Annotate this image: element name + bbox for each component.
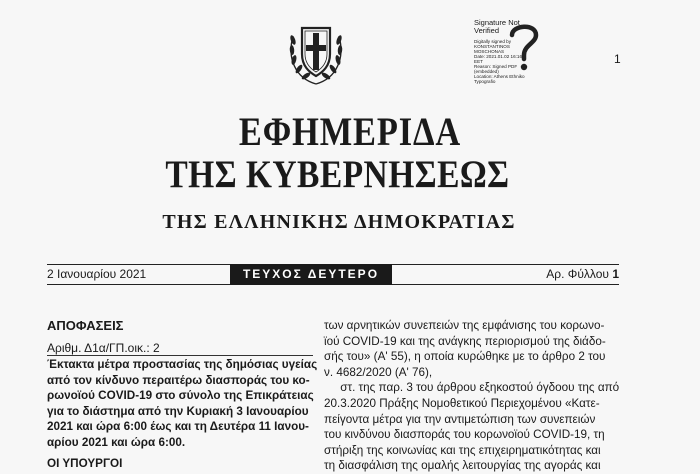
signature-detail: KONSTANTINOS (474, 44, 510, 49)
body-text-line: τη διασφάλιση της ομαλής λειτουργίας της αγοράς και (324, 459, 601, 473)
gazette-subtitle: ΤΗΣ ΕΛΛΗΝΙΚΗΣ ΔΗΜΟΚΡΑΤΙΑΣ (162, 211, 516, 233)
signature-detail: MOSCHONAS (474, 49, 505, 54)
reference-underline (47, 355, 313, 356)
signature-detail: Typografio (474, 79, 496, 84)
body-text-line: των αρνητικών συνεπειών της εμφάνισης του κορωνο- (324, 319, 605, 332)
signature-detail: (embedded) (474, 69, 499, 74)
decision-title-line: αρίου 2021 και ώρα 6:00. (47, 435, 186, 449)
body-text-line: σής του» (Α' 55), η οποία κυρώθηκε με το άρθρο 2 του (324, 350, 606, 364)
decision-reference: Αριθμ. Δ1α/ΓΠ.οικ.: 2 (47, 341, 160, 355)
body-text-line: 20.3.2020 Πράξης Νομοθετικού Περιεχομένου «Κατε- (324, 396, 600, 410)
body-text-line: ϊού COVID-19 και της ανάγκης περιορισμού της διάδο- (324, 334, 606, 348)
decision-title-line: από τον κίνδυνο περαιτέρω διασποράς του κο- (47, 373, 310, 387)
decision-title-line: 2021 και ώρα 6:00 έως και τη Δευτέρα 11 Ιανου- (47, 420, 309, 434)
sheet-number-label: Αρ. Φύλλου (546, 267, 609, 281)
body-text-line: ν. 4682/2020 (Α' 76), (324, 365, 433, 379)
digital-signature-block (474, 19, 564, 89)
body-text-line: του κινδύνου διασποράς του κορωνοϊού COVID-19, τη (324, 428, 605, 442)
ministers-heading-partial: ΟΙ ΥΠΟΥΡΓΟΙ (47, 457, 123, 470)
greek-coat-of-arms-emblem (285, 18, 347, 88)
body-text-line: πείγοντα μέτρα για την αντιμετώπιση των συνεπειών (324, 412, 596, 426)
decision-title (47, 357, 318, 451)
signature-detail: Location: Athens Ethniko (474, 74, 525, 79)
signature-detail: Reason: Signed PDF (474, 64, 518, 69)
sheet-number-value: 1 (612, 267, 619, 281)
issue-series-label: ΤΕΥΧΟΣ ΔΕΥΤΕΡΟ (230, 264, 392, 285)
signature-status-line: Signature Not (474, 18, 520, 27)
signature-detail: Digitally signed by (474, 39, 512, 44)
decision-title-line: για το διάστημα από την Κυριακή 3 Ιανουαρίου (47, 404, 309, 418)
page-number: 1 (614, 52, 621, 66)
signature-detail: EET (474, 59, 483, 64)
sheet-number-field (546, 267, 619, 281)
body-text-line: στ. της παρ. 3 του άρθρου εξηκοστού όγδοου της από (324, 381, 620, 395)
body-text-line: στήριξη της κοινωνίας και της επιχειρηματικότητας και (324, 443, 601, 457)
decision-title-line: Έκτακτα μέτρα προστασίας της δημόσιας υγείας (47, 358, 318, 371)
gazette-title-line-2: ΤΗΣ ΚΥΒΕΡΝΗΣΕΩΣ (165, 153, 510, 196)
signature-detail: Date: 2021.01.02 16:16 (474, 54, 523, 59)
decision-title-line: ρωνοϊού COVID-19 στο σύνολο της Επικράτειας (47, 389, 314, 403)
section-heading: ΑΠΟΦΑΣΕΙΣ (47, 318, 124, 333)
gazette-title-line-1: ΕΦΗΜΕΡΙΔΑ (238, 109, 462, 154)
issue-date: 2 Ιανουαρίου 2021 (47, 267, 147, 281)
body-text-column (324, 318, 620, 474)
signature-status-line: Verified (474, 26, 500, 35)
